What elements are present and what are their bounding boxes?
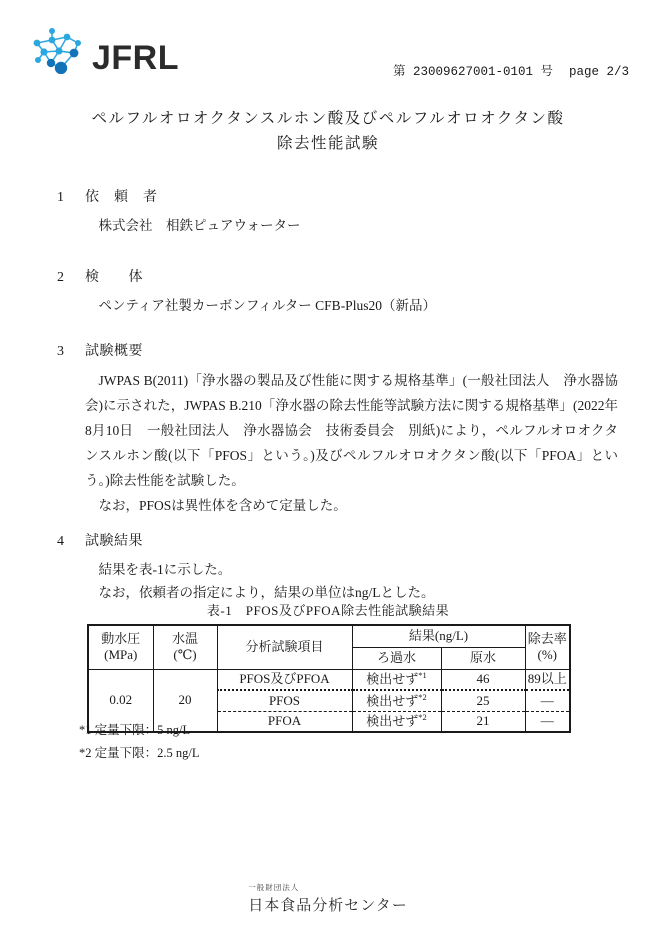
- results-line-1: 結果を表-1に示した。: [98, 562, 232, 577]
- cell-filtered: 検出せず$^{*2}$: [352, 711, 441, 732]
- results-table-block: [87, 600, 569, 733]
- footnote-1: *1 定量下限：5 ng/L: [79, 723, 191, 737]
- overview-paragraph-1: JWPAS B(2011)「浄水器の製品及び性能に関する規格基準」(一般社団法人 浄水器協会)に示された，JWPAS B.210「浄水器の除去性能等試験方法に関する規格基準」(2022年8月10日 一般社団法人 浄水器協会 技術委員会 別紙)により，ペルフルオロオクタンスルホン酸(以下「PFOS」という。)及びペルフルオロオクタン酸(以下「PFOA」という。)除去性能を試験した。: [85, 373, 618, 488]
- cell-item: PFOA: [217, 711, 352, 732]
- cell-removal: ―: [525, 711, 570, 732]
- section-heading-label: 検 体: [85, 270, 143, 285]
- section-number: 3: [57, 344, 65, 359]
- jfrl-logo-text: JFRL: [92, 38, 179, 77]
- section-heading: [57, 186, 619, 206]
- requester-name: 株式会社 相鉄ピュアウォーター: [98, 218, 301, 233]
- footnote-2: *2 定量下限：2.5 ng/L: [79, 746, 200, 760]
- table-row: [88, 669, 570, 690]
- col-header-raw-water: 原水: [441, 647, 525, 669]
- cell-pressure: 0.02: [88, 669, 153, 732]
- specimen-description: ペンティア社製カーボンフィルター CFB-Plus20（新品）: [98, 298, 436, 313]
- cell-filtered: 検出せず$^{*2}$: [352, 690, 441, 711]
- section-heading: [57, 340, 619, 360]
- cell-removal: 89以上: [525, 669, 570, 690]
- section-number: 1: [57, 190, 65, 205]
- report-title-line1: ペルフルオロオクタンスルホン酸及びペルフルオロオクタン酸: [91, 110, 565, 127]
- page-indicator: page 2/3: [569, 65, 630, 79]
- section-heading-label: 試験結果: [85, 534, 143, 549]
- cell-removal: ―: [525, 690, 570, 711]
- jfrl-molecule-icon: [30, 26, 84, 74]
- section-test-overview: [57, 340, 619, 518]
- jfrl-logo: [30, 26, 179, 77]
- document-number: 第 23009627001-0101 号: [393, 65, 554, 79]
- cell-raw: 46: [441, 669, 525, 690]
- section-test-results: [57, 530, 619, 604]
- footer-org-name: 日本食品分析センター: [248, 897, 408, 914]
- col-header-item: 分析試験項目: [217, 625, 352, 669]
- section-heading-label: 依 頼 者: [85, 190, 158, 205]
- footer-org-type: 一般財団法人: [248, 883, 300, 892]
- cell-item: PFOS: [217, 690, 352, 711]
- document-number-line: [393, 61, 629, 79]
- report-title: [0, 106, 656, 156]
- cell-item: PFOS及びPFOA: [217, 669, 352, 690]
- page-footer: [0, 882, 656, 915]
- overview-paragraph-2: なお，PFOSは異性体を含めて定量した。: [98, 498, 347, 513]
- results-table: [87, 624, 571, 733]
- table-footnotes: [79, 719, 199, 765]
- col-header-removal: 除去率 (%): [525, 625, 570, 669]
- table-caption: 表-1 PFOS及びPFOA除去性能試験結果: [206, 603, 450, 618]
- col-header-result-group: 結果(ng/L): [352, 625, 525, 647]
- footnote-marker: *2: [418, 712, 427, 723]
- cell-raw: 21: [441, 711, 525, 732]
- cell-temperature: 20: [153, 669, 217, 732]
- results-line-2: なお，依頼者の指定により，結果の単位はng/Lとした。: [98, 585, 435, 600]
- cell-raw: 25: [441, 690, 525, 711]
- col-header-pressure: 動水圧 (MPa): [88, 625, 153, 669]
- section-heading: [57, 266, 619, 286]
- section-number: 4: [57, 534, 65, 549]
- section-requester: [57, 186, 619, 234]
- col-header-filtered-water: ろ過水: [352, 647, 441, 669]
- cell-filtered: 検出せず$^{*1}$: [352, 669, 441, 690]
- section-heading: [57, 530, 619, 550]
- col-header-temperature: 水温 (℃): [153, 625, 217, 669]
- section-heading-label: 試験概要: [85, 344, 143, 359]
- section-specimen: [57, 266, 619, 314]
- report-title-line2: 除去性能試験: [276, 135, 379, 152]
- footnote-marker: *1: [418, 670, 427, 681]
- footnote-marker: *2: [418, 691, 427, 702]
- section-number: 2: [57, 270, 65, 285]
